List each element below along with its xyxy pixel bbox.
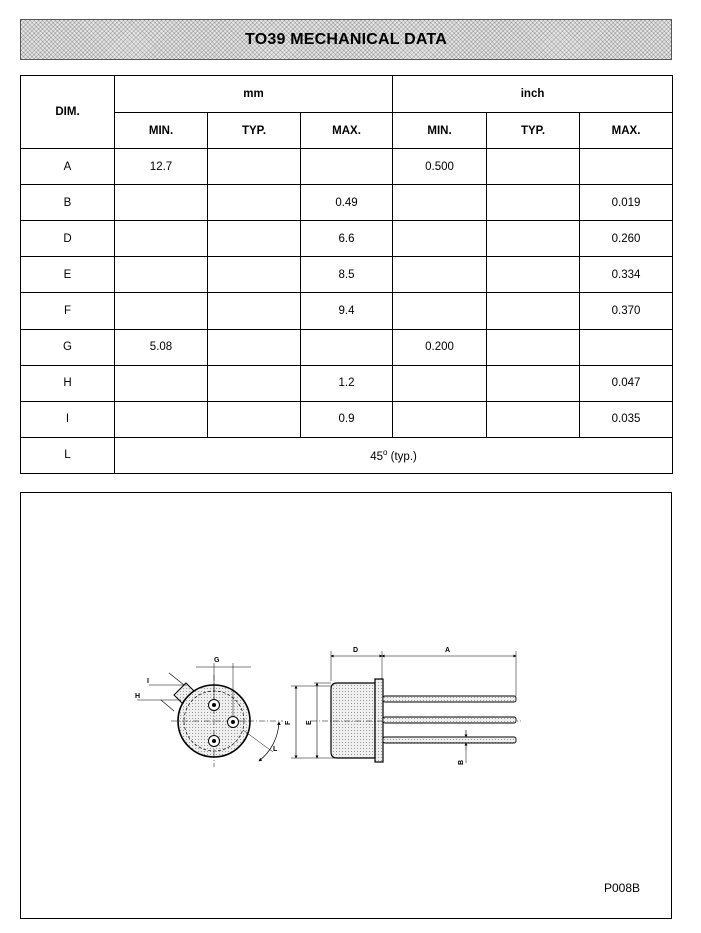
value-cell-mm-min: 12.7 (115, 149, 208, 185)
angle-value: 45 (370, 450, 383, 463)
dim-cell: I (21, 401, 115, 437)
table-row (21, 185, 673, 221)
label-f: F (285, 720, 292, 725)
value-cell-mm-typ (208, 293, 301, 329)
dim-cell: B (21, 185, 115, 221)
value-cell-mm-typ (208, 329, 301, 365)
table-row (21, 401, 673, 437)
table-row-l (21, 437, 673, 473)
page-title: TO39 MECHANICAL DATA (245, 30, 447, 48)
value-cell-mm-min (115, 293, 208, 329)
label-e: E (306, 720, 313, 725)
package-drawing (20, 492, 672, 919)
dim-cell: A (21, 149, 115, 185)
dim-cell: G (21, 329, 115, 365)
value-cell-in-max: 0.370 (580, 293, 673, 329)
bottom-view (135, 657, 283, 767)
label-g: G (214, 657, 220, 664)
drawing-code: P008B (604, 881, 641, 895)
label-h: H (135, 693, 141, 700)
subheader-mm-min: MIN. (115, 113, 208, 149)
table-body (21, 149, 673, 438)
value-cell-mm-min (115, 221, 208, 257)
value-cell-mm-min (115, 401, 208, 437)
value-cell-in-typ (487, 257, 580, 293)
value-cell-in-min (393, 401, 487, 437)
table-row (21, 221, 673, 257)
table-subheader-row (21, 113, 673, 149)
value-cell-mm-min (115, 185, 208, 221)
value-cell-mm-typ (208, 401, 301, 437)
label-l: L (273, 746, 278, 753)
value-cell-in-max: 0.334 (580, 257, 673, 293)
value-cell-mm-typ (208, 365, 301, 401)
table-row (21, 293, 673, 329)
angle-cell (115, 437, 673, 473)
table-header-row (21, 76, 673, 113)
value-cell-mm-max (301, 149, 393, 185)
value-cell-in-typ (487, 221, 580, 257)
value-cell-in-min (393, 257, 487, 293)
value-cell-mm-min: 5.08 (115, 329, 208, 365)
value-cell-in-max (580, 149, 673, 185)
table-row (21, 257, 673, 293)
package-outline-svg (21, 493, 671, 918)
unit-header-mm: mm (115, 76, 393, 113)
value-cell-mm-typ (208, 257, 301, 293)
value-cell-mm-typ (208, 149, 301, 185)
subheader-inch-typ: TYP. (487, 113, 580, 149)
value-cell-in-max (580, 329, 673, 365)
value-cell-mm-typ (208, 221, 301, 257)
subheader-inch-max: MAX. (580, 113, 673, 149)
mechanical-data-table (20, 75, 673, 474)
value-cell-in-typ (487, 149, 580, 185)
value-cell-mm-max: 8.5 (301, 257, 393, 293)
value-cell-in-min: 0.500 (393, 149, 487, 185)
unit-header-inch: inch (393, 76, 673, 113)
value-cell-in-max: 0.260 (580, 221, 673, 257)
table-row (21, 149, 673, 185)
value-cell-mm-max: 1.2 (301, 365, 393, 401)
table-row (21, 365, 673, 401)
side-view (285, 647, 521, 765)
dim-cell: D (21, 221, 115, 257)
label-i: I (147, 678, 149, 685)
dim-cell: E (21, 257, 115, 293)
label-d: D (353, 647, 359, 654)
value-cell-in-typ (487, 401, 580, 437)
value-cell-in-min (393, 365, 487, 401)
value-cell-in-max: 0.019 (580, 185, 673, 221)
label-b: B (458, 759, 465, 765)
value-cell-in-typ (487, 293, 580, 329)
value-cell-in-typ (487, 185, 580, 221)
subheader-inch-min: MIN. (393, 113, 487, 149)
dim-cell: H (21, 365, 115, 401)
value-cell-in-typ (487, 329, 580, 365)
table-row (21, 329, 673, 365)
label-a: A (445, 647, 451, 654)
value-cell-in-max: 0.035 (580, 401, 673, 437)
dim-header: DIM. (21, 76, 115, 149)
value-cell-in-typ (487, 365, 580, 401)
value-cell-mm-max: 9.4 (301, 293, 393, 329)
value-cell-in-min: 0.200 (393, 329, 487, 365)
degree-mark: o (383, 448, 388, 458)
dim-cell: F (21, 293, 115, 329)
value-cell-in-max: 0.047 (580, 365, 673, 401)
title-banner (20, 19, 672, 60)
subheader-mm-max: MAX. (301, 113, 393, 149)
value-cell-in-min (393, 221, 487, 257)
value-cell-mm-max: 0.9 (301, 401, 393, 437)
dim-cell: L (21, 437, 115, 473)
subheader-mm-typ: TYP. (208, 113, 301, 149)
value-cell-mm-typ (208, 185, 301, 221)
angle-suffix: (typ.) (390, 450, 417, 463)
value-cell-in-min (393, 293, 487, 329)
value-cell-mm-max: 0.49 (301, 185, 393, 221)
value-cell-in-min (393, 185, 487, 221)
value-cell-mm-max (301, 329, 393, 365)
value-cell-mm-max: 6.6 (301, 221, 393, 257)
value-cell-mm-min (115, 365, 208, 401)
value-cell-mm-min (115, 257, 208, 293)
